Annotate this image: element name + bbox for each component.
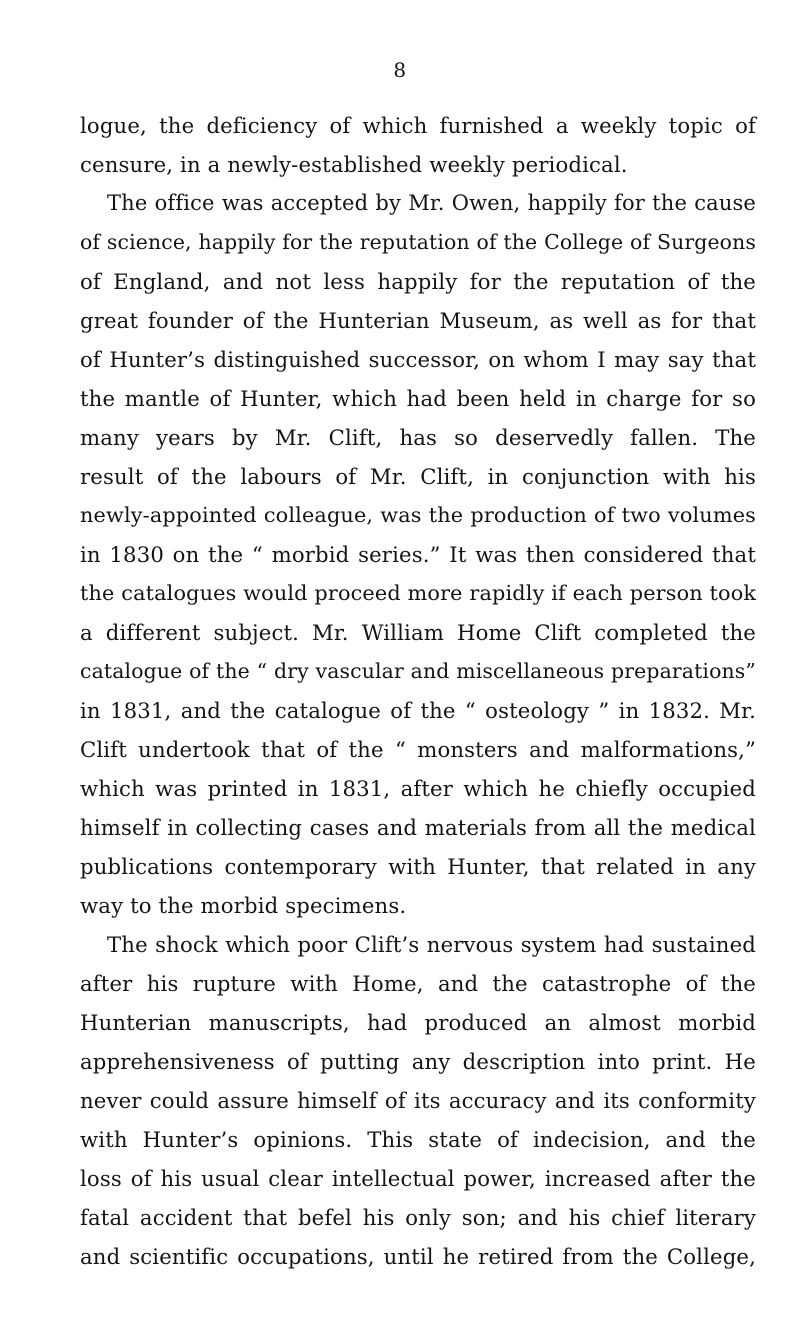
text-line: loss of his usual clear intellectual power, increased after the	[80, 1166, 756, 1191]
text-line: The office was accepted by Mr. Owen, happily for the cause	[107, 191, 756, 215]
text-line: which was printed in 1831, after which he chiefly occupied	[80, 776, 756, 801]
text-line: in 1831, and the catalogue of the “ osteology ” in 1832. Mr.	[80, 698, 756, 723]
text-line: censure, in a newly-established weekly periodical.	[80, 152, 628, 177]
text-line: many years by Mr. Clift, has so deservedly fallen. The	[80, 425, 756, 450]
page-number: 8	[393, 58, 407, 82]
text-line: publications contemporary with Hunter, that related in any	[80, 854, 756, 879]
text-line: Hunterian manuscripts, had produced an almost morbid	[80, 1010, 756, 1035]
text-line: of science, happily for the reputation of the College of Surgeons	[80, 230, 756, 254]
text-line: never could assure himself of its accuracy and its conformity	[80, 1088, 756, 1113]
text-line: logue, the deficiency of which furnished a weekly topic of	[80, 113, 756, 138]
text-line: in 1830 on the “ morbid series.” It was then considered that	[80, 542, 756, 567]
text-line: the mantle of Hunter, which had been held in charge for so	[80, 386, 756, 411]
text-line: after his rupture with Home, and the catastrophe of the	[80, 971, 756, 996]
text-line: great founder of the Hunterian Museum, as well as for that	[80, 308, 756, 333]
text-line: the catalogues would proceed more rapidly if each person took	[80, 581, 757, 605]
text-line: of England, and not less happily for the reputation of the	[80, 269, 756, 294]
text-line: with Hunter’s opinions. This state of indecision, and the	[80, 1127, 756, 1152]
text-line: of Hunter’s distinguished successor, on whom I may say that	[80, 347, 756, 372]
text-line: newly-appointed colleague, was the production of two volumes	[80, 503, 756, 527]
text-line: result of the labours of Mr. Clift, in conjunction with his	[80, 464, 756, 489]
text-line: Clift undertook that of the “ monsters and malformations,”	[80, 737, 756, 762]
body-text	[80, 106, 756, 1276]
text-line: The shock which poor Clift’s nervous system had sustained	[107, 932, 756, 957]
text-line: a different subject. Mr. William Home Clift completed the	[80, 620, 756, 645]
text-line: fatal accident that befel his only son; and his chief literary	[80, 1205, 756, 1230]
text-line: catalogue of the “ dry vascular and miscellaneous preparations”	[80, 659, 756, 683]
text-line: way to the morbid specimens.	[80, 893, 407, 918]
text-line: himself in collecting cases and materials from all the medical	[80, 815, 756, 840]
text-line: and scientific occupations, until he retired from the College,	[80, 1244, 756, 1269]
text-line: apprehensiveness of putting any description into print. He	[80, 1049, 756, 1074]
